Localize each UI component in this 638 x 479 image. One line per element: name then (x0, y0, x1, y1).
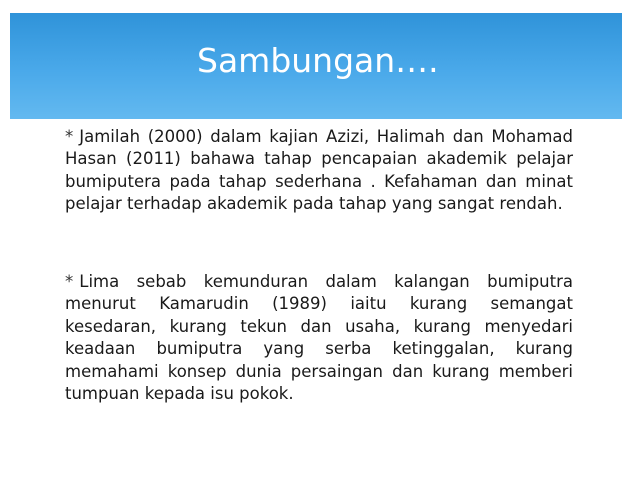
slide-title: Sambungan…. (197, 41, 439, 80)
paragraph-1 (65, 126, 573, 216)
paragraph-2 (65, 271, 573, 405)
bullet-marker: * (65, 127, 74, 146)
bullet-marker: * (65, 272, 74, 291)
paragraph-1-text: Jamilah (2000) dalam kajian Azizi, Halimah dan Mohamad Hasan (2011) bahawa tahap pencapaian akademik pelajar bumiputera pada tahap sederhana . Kefahaman dan minat pelajar terhadap akademik pada tahap yang sangat rendah. (65, 127, 573, 214)
paragraph-2-text: Lima sebab kemunduran dalam kalangan bumiputra menurut Kamarudin (1989) iaitu kurang semangat kesedaran, kurang tekun dan usaha, kurang menyedari keadaan bumiputra yang serba ketinggalan, kurang memahami konsep dunia persaingan dan kurang memberi tumpuan kepada isu pokok. (65, 272, 573, 404)
